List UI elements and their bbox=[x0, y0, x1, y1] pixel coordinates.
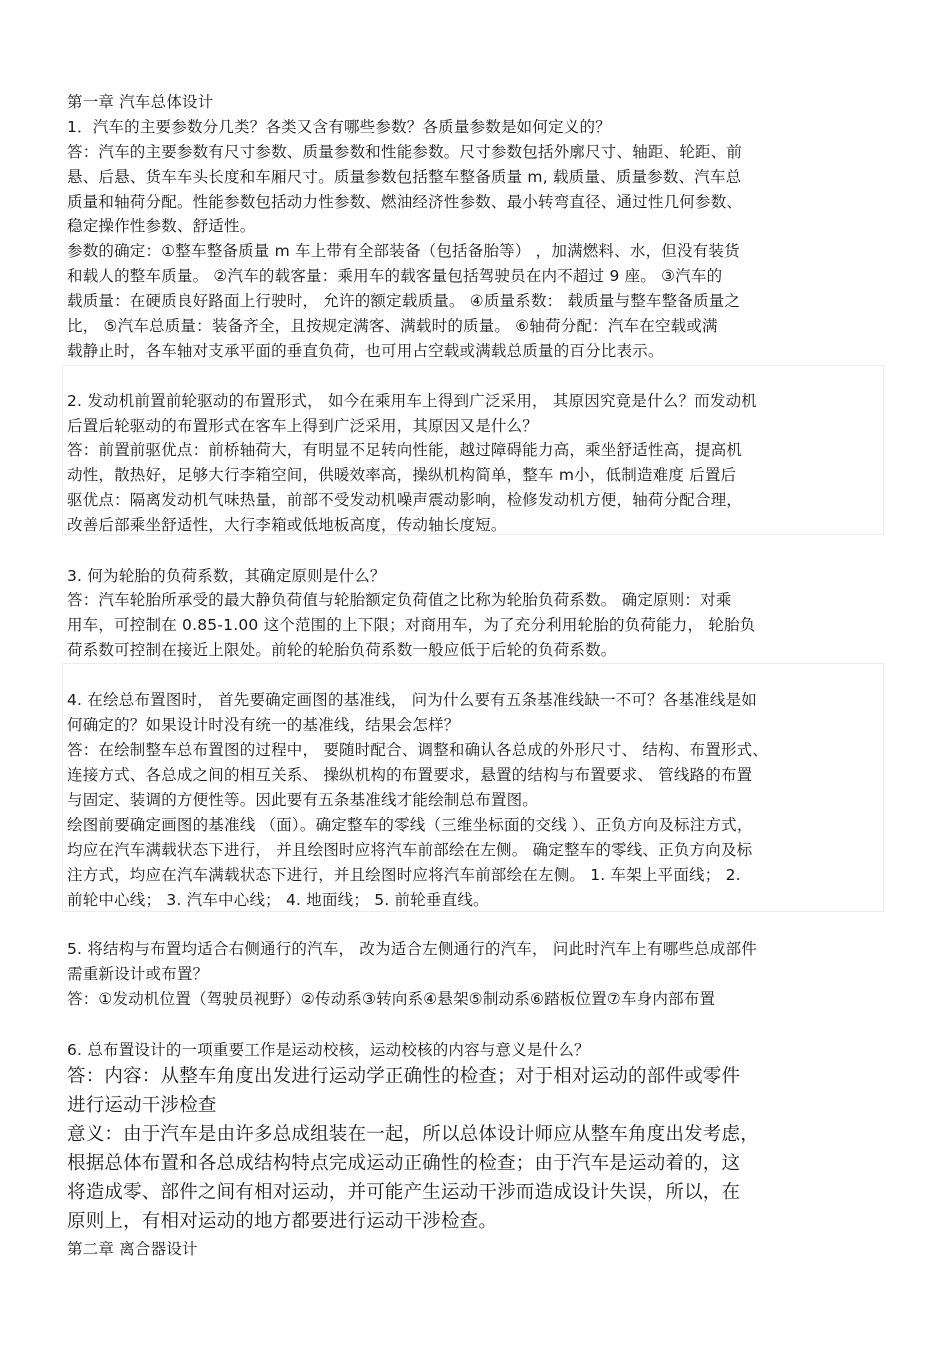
question-5-line: 5. 将结构与布置均适合右侧通行的汽车， 改为适合左侧通行的汽车， 问此时汽车上有哪些总成部件 bbox=[67, 940, 757, 958]
answer-1-line: 和载人的整车质量。 ②汽车的载客量：乘用车的载客量包括驾驶员在内不超过 9 座。 ③汽车的 bbox=[67, 267, 723, 285]
answer-2-line: 答：前置前驱优点：前桥轴荷大，有明显不足转向性能，越过障碍能力高，乘坐舒适性高，提高机 bbox=[67, 441, 743, 459]
answer-3-line: 荷系数可控制在接近上限处。前轮的轮胎负荷系数一般应低于后轮的负荷系数。 bbox=[67, 641, 617, 659]
answer-2-line: 驱优点：隔离发动机气味热量，前部不受发动机噪声震动影响，检修发动机方便，轴荷分配合理， bbox=[67, 491, 743, 509]
answer-1-line: 答：汽车的主要参数有尺寸参数、质量参数和性能参数。尺寸参数包括外廓尺寸、轴距、轮距、前 bbox=[67, 143, 743, 161]
answer-6-line: 进行运动干涉检查 bbox=[67, 1095, 217, 1116]
answer-1-line: 稳定操作性参数、舒适性。 bbox=[67, 217, 256, 235]
answer-6-line: 答：内容：从整车角度出发进行运动学正确性的检查；对于相对运动的部件或零件 bbox=[67, 1066, 741, 1087]
answer-6-line: 意义：由于汽车是由许多总成组装在一起，所以总体设计师应从整车角度出发考虑， bbox=[67, 1124, 759, 1145]
answer-4-line: 绘图前要确定画图的基准线 （面）。确定整车的零线（三维坐标面的交线 ）、正负方向及标注方式， bbox=[67, 816, 753, 834]
answer-1-line: 悬、后悬、货车车头长度和车厢尺寸。质量参数包括整车整备质量 m, 载质量、质量参数、汽车总 bbox=[67, 168, 742, 186]
answer-4-line: 答：在绘制整车总布置图的过程中， 要随时配合、调整和确认各总成的外形尺寸、 结构、布置形式、 bbox=[67, 741, 769, 759]
answer-4-line: 注方式，均应在汽车满载状态下进行，并且绘图时应将汽车前部绘在左侧。 1. 车架上平面线； 2. bbox=[67, 866, 741, 884]
question-5-line: 需重新设计或布置？ bbox=[67, 965, 209, 983]
answer-4-line: 均应在汽车满载状态下进行， 并且绘图时应将汽车前部绘在左侧。 确定整车的零线、正负方向及标 bbox=[67, 841, 753, 859]
question-1: 1．汽车的主要参数分几类？各类又含有哪些参数？各质量参数是如何定义的？ bbox=[67, 118, 611, 136]
answer-5: 答：①发动机位置（驾驶员视野）②传动系③转向系④悬架⑤制动系⑥踏板位置⑦车身内部布置 bbox=[67, 990, 716, 1008]
answer-6-line: 原则上，有相对运动的地方都要进行运动干涉检查。 bbox=[67, 1211, 498, 1232]
chapter-2-heading: 第二章 离合器设计 bbox=[67, 1240, 198, 1258]
answer-2-line: 改善后部乘坐舒适性，大行李箱或低地板高度，传动轴长度短。 bbox=[67, 516, 507, 534]
answer-1-line: 质量和轴荷分配。性能参数包括动力性参数、燃油经济性参数、最小转弯直径、通过性几何参数、 bbox=[67, 193, 743, 211]
question-2-line: 后置后轮驱动的布置形式在客车上得到广泛采用，其原因又是什么？ bbox=[67, 417, 539, 435]
chapter-1-heading: 第一章 汽车总体设计 bbox=[67, 93, 214, 111]
question-3: 3. 何为轮胎的负荷系数，其确定原则是什么？ bbox=[67, 567, 386, 585]
question-2-line: 2. 发动机前置前轮驱动的布置形式， 如今在乘用车上得到广泛采用， 其原因究竟是什么？而发动机 bbox=[67, 392, 757, 410]
question-4-line: 4. 在绘总布置图时， 首先要确定画图的基准线， 问为什么要有五条基准线缺一不可？各基准线是如 bbox=[67, 691, 757, 709]
answer-4-line: 前轮中心线； 3. 汽车中心线； 4. 地面线； 5. 前轮垂直线。 bbox=[67, 891, 489, 909]
answer-4-line: 连接方式、各总成之间的相互关系、 操纵机构的布置要求，悬置的结构与布置要求、 管线路的布置 bbox=[67, 766, 753, 784]
answer-3-line: 用车，可控制在 0.85-1.00 这个范围的上下限；对商用车，为了充分利用轮胎的负荷能力， 轮胎负 bbox=[67, 616, 756, 634]
question-6: 6. 总布置设计的一项重要工作是运动校核，运动校核的内容与意义是什么？ bbox=[67, 1041, 590, 1059]
answer-1-line: 比， ⑤汽车总质量：装备齐全，且按规定满客、满载时的质量。 ⑥轴荷分配：汽车在空载或满 bbox=[67, 317, 718, 335]
answer-6-line: 根据总体布置和各总成结构特点完成运动正确性的检查；由于汽车是运动着的，这 bbox=[67, 1153, 741, 1174]
answer-3-line: 答：汽车轮胎所承受的最大静负荷值与轮胎额定负荷值之比称为轮胎负荷系数。 确定原则：对乘 bbox=[67, 591, 732, 609]
answer-6-line: 将造成零、部件之间有相对运动，并可能产生运动干涉而造成设计失误，所以，在 bbox=[67, 1182, 741, 1203]
answer-4-line: 与固定、装调的方便性等。因此要有五条基准线才能绘制总布置图。 bbox=[67, 791, 539, 809]
question-4-line: 何确定的？如果设计时没有统一的基准线，结果会怎样？ bbox=[67, 716, 460, 734]
answer-1-line: 载质量：在硬质良好路面上行驶时， 允许的额定载质量。 ④质量系数： 载质量与整车整备质量之 bbox=[67, 292, 741, 310]
answer-2-line: 动性，散热好，足够大行李箱空间，供暖效率高，操纵机构简单，整车 m小，低制造难度 后置后 bbox=[67, 466, 737, 484]
answer-1-line: 参数的确定：①整车整备质量 m 车上带有全部装备（包括备胎等） ，加满燃料、水，但没有装货 bbox=[67, 242, 740, 260]
answer-1-line: 载静止时，各车轴对支承平面的垂直负荷，也可用占空载或满载总质量的百分比表示。 bbox=[67, 342, 664, 360]
